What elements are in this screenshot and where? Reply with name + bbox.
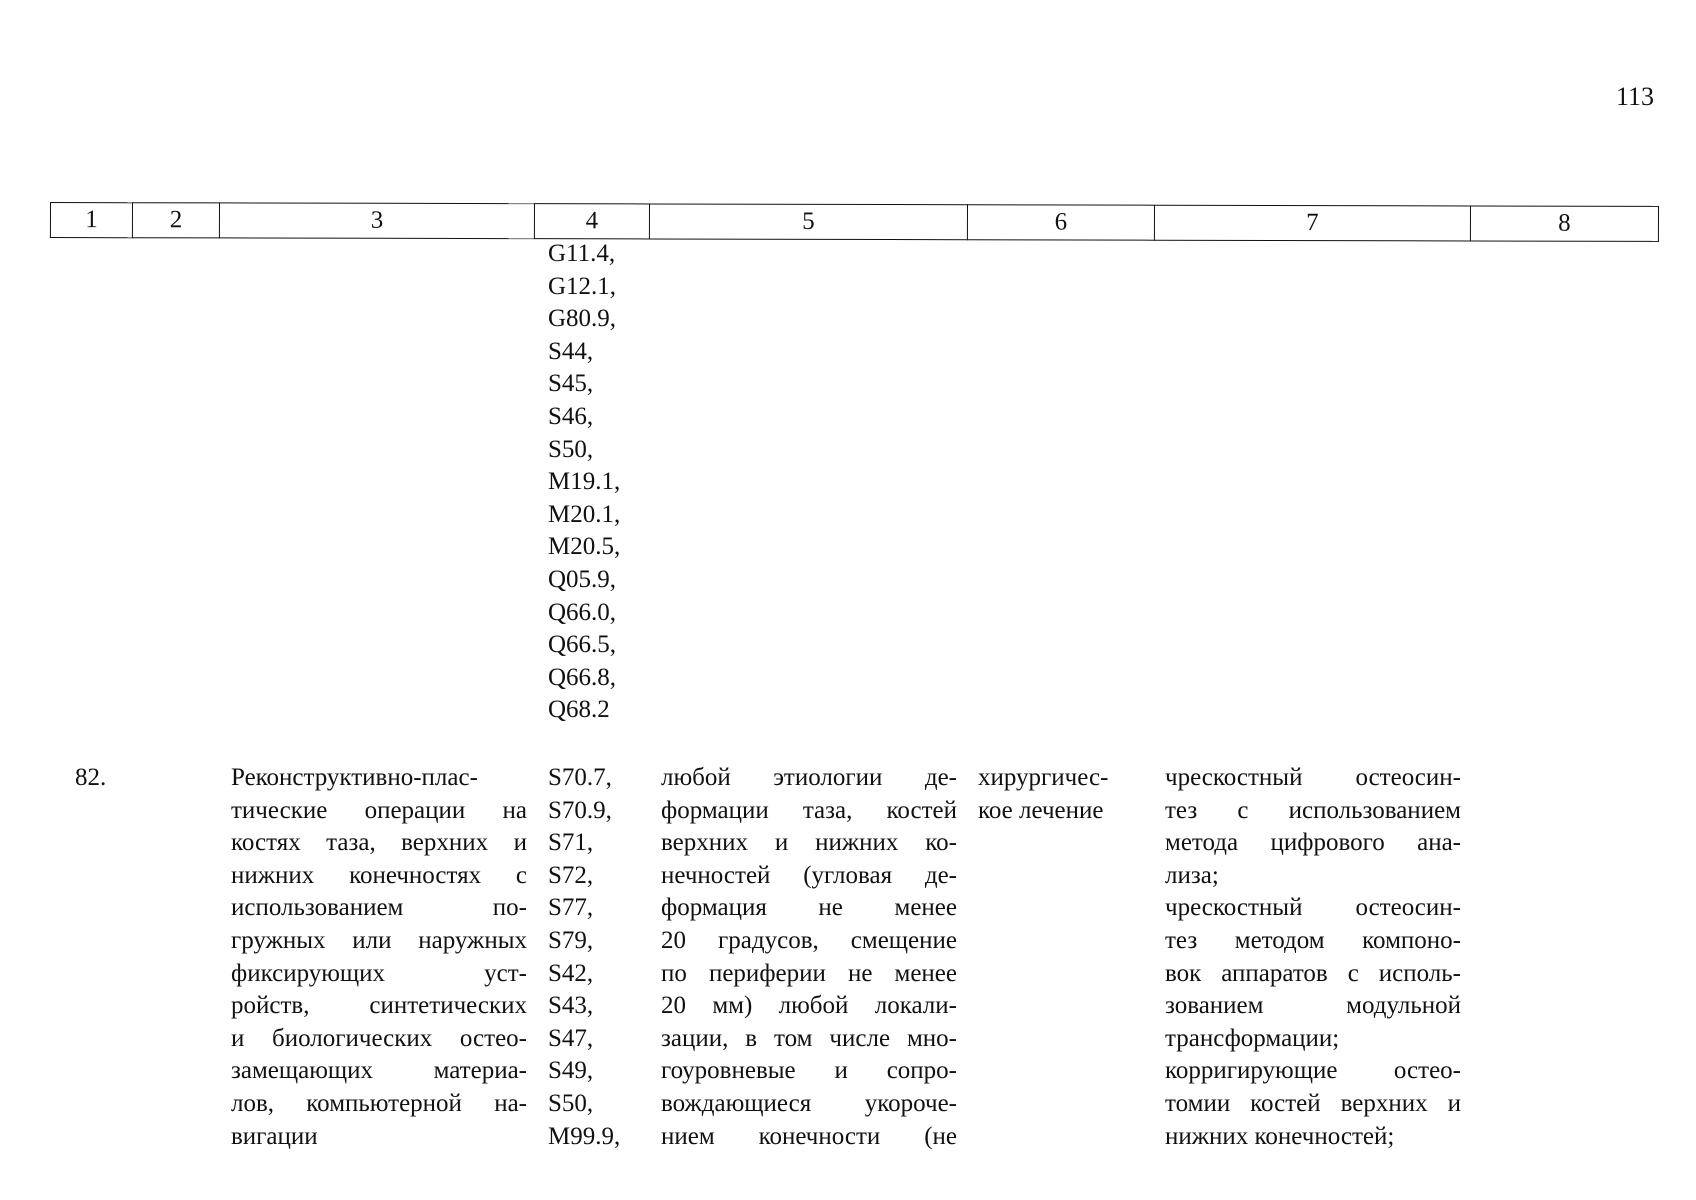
text-line: формация не менее: [661, 894, 957, 922]
text-line: любой этиологии де-: [661, 764, 957, 791]
text-line: Q66.8,: [548, 663, 617, 691]
header-col-3: 3: [219, 203, 534, 239]
header-col-6: 6: [967, 205, 1154, 240]
treatment-type: [978, 762, 1136, 827]
text-line: зации, в том числе мно-: [661, 1024, 957, 1052]
text-line: S72,: [548, 861, 594, 889]
text-line: S77,: [548, 894, 594, 922]
text-line: Реконструктивно-плас-: [231, 764, 478, 791]
header-col-4: 4: [534, 204, 649, 239]
text-line: S50,: [548, 1089, 594, 1117]
text-line: S70.7,: [548, 764, 612, 791]
text-line: G80.9,: [548, 305, 617, 333]
text-line: корригирующие остео-: [1165, 1057, 1461, 1085]
text-line: нечностей (угловая де-: [661, 861, 957, 889]
text-line: использованием по-: [231, 894, 527, 922]
text-line: вок аппаратов с исполь-: [1165, 959, 1461, 987]
text-line: тические операции на: [231, 796, 527, 824]
diagnosis-codes: [548, 762, 648, 1153]
text-line: лов, компьютерной на-: [231, 1089, 527, 1117]
page-number: 113: [1615, 82, 1654, 111]
text-line: S46,: [548, 402, 594, 430]
text-line: метода цифрового ана-: [1165, 829, 1461, 857]
text-line: лиза;: [1165, 861, 1219, 889]
text-line: томии костей верхних и: [1165, 1089, 1461, 1117]
text-line: чрескостный остеосин-: [1165, 894, 1461, 922]
text-line: M20.5,: [548, 533, 621, 561]
text-line: тез с использованием: [1165, 796, 1461, 824]
text-line: S45,: [548, 370, 594, 398]
text-line: гружных или наружных: [231, 926, 527, 954]
text-line: ройств, синтетических: [231, 992, 527, 1020]
text-line: фиксирующих уст-: [231, 959, 527, 987]
text-line: кое лечение: [978, 796, 1104, 824]
text-line: S47,: [548, 1024, 594, 1052]
text-line: тез методом компоно-: [1165, 926, 1461, 954]
patient-model: [661, 762, 957, 1153]
continued-diagnosis-codes: [548, 238, 620, 727]
text-line: M20.1,: [548, 500, 621, 528]
row-number: 82.: [75, 764, 107, 791]
text-line: чрескостный остеосин-: [1165, 764, 1461, 791]
treatment-methods: [1165, 762, 1461, 1153]
text-line: G12.1,: [548, 272, 617, 300]
text-line: M99.9,: [548, 1122, 621, 1150]
text-line: замещающих материа-: [231, 1057, 527, 1085]
header-col-2: 2: [132, 203, 219, 238]
text-line: зованием модульной: [1165, 992, 1461, 1020]
text-line: 20 градусов, смещение: [661, 926, 957, 954]
text-line: S70.9,: [548, 796, 612, 824]
text-line: S71,: [548, 829, 594, 857]
text-line: 20 мм) любой локали-: [661, 992, 957, 1020]
header-col-5: 5: [649, 204, 967, 240]
text-line: и биологических остео-: [231, 1024, 527, 1052]
text-line: костях таза, верхних и: [231, 829, 527, 857]
text-line: S50,: [548, 435, 594, 463]
text-line: Q66.5,: [548, 631, 617, 659]
text-line: верхних и нижних ко-: [661, 829, 957, 857]
text-line: G11.4,: [548, 240, 616, 267]
text-line: гоуровневые и сопро-: [661, 1057, 957, 1085]
text-line: S42,: [548, 959, 594, 987]
text-line: Q66.0,: [548, 598, 617, 626]
text-line: нием конечности (не: [661, 1122, 957, 1150]
text-line: нижних конечностях с: [231, 861, 527, 889]
text-line: S43,: [548, 992, 594, 1020]
text-line: Q05.9,: [548, 565, 617, 593]
text-line: трансформации;: [1165, 1024, 1340, 1052]
text-line: S49,: [548, 1057, 594, 1085]
text-line: по периферии не менее: [661, 959, 957, 987]
text-line: S44,: [548, 337, 594, 365]
header-col-1: 1: [50, 203, 132, 238]
text-line: M19.1,: [548, 468, 621, 496]
text-line: вигации: [231, 1122, 318, 1150]
text-line: хирургичес-: [978, 764, 1109, 791]
header-col-7: 7: [1154, 205, 1470, 241]
text-line: нижних конечностей;: [1165, 1122, 1395, 1150]
text-line: Q68.2: [548, 696, 610, 724]
intervention-title: [231, 762, 527, 1153]
text-line: S79,: [548, 926, 594, 954]
header-col-8: 8: [1470, 206, 1658, 241]
text-line: вождающиеся укороче-: [661, 1089, 957, 1117]
text-line: формации таза, костей: [661, 796, 957, 824]
column-number-header: [50, 202, 1659, 242]
